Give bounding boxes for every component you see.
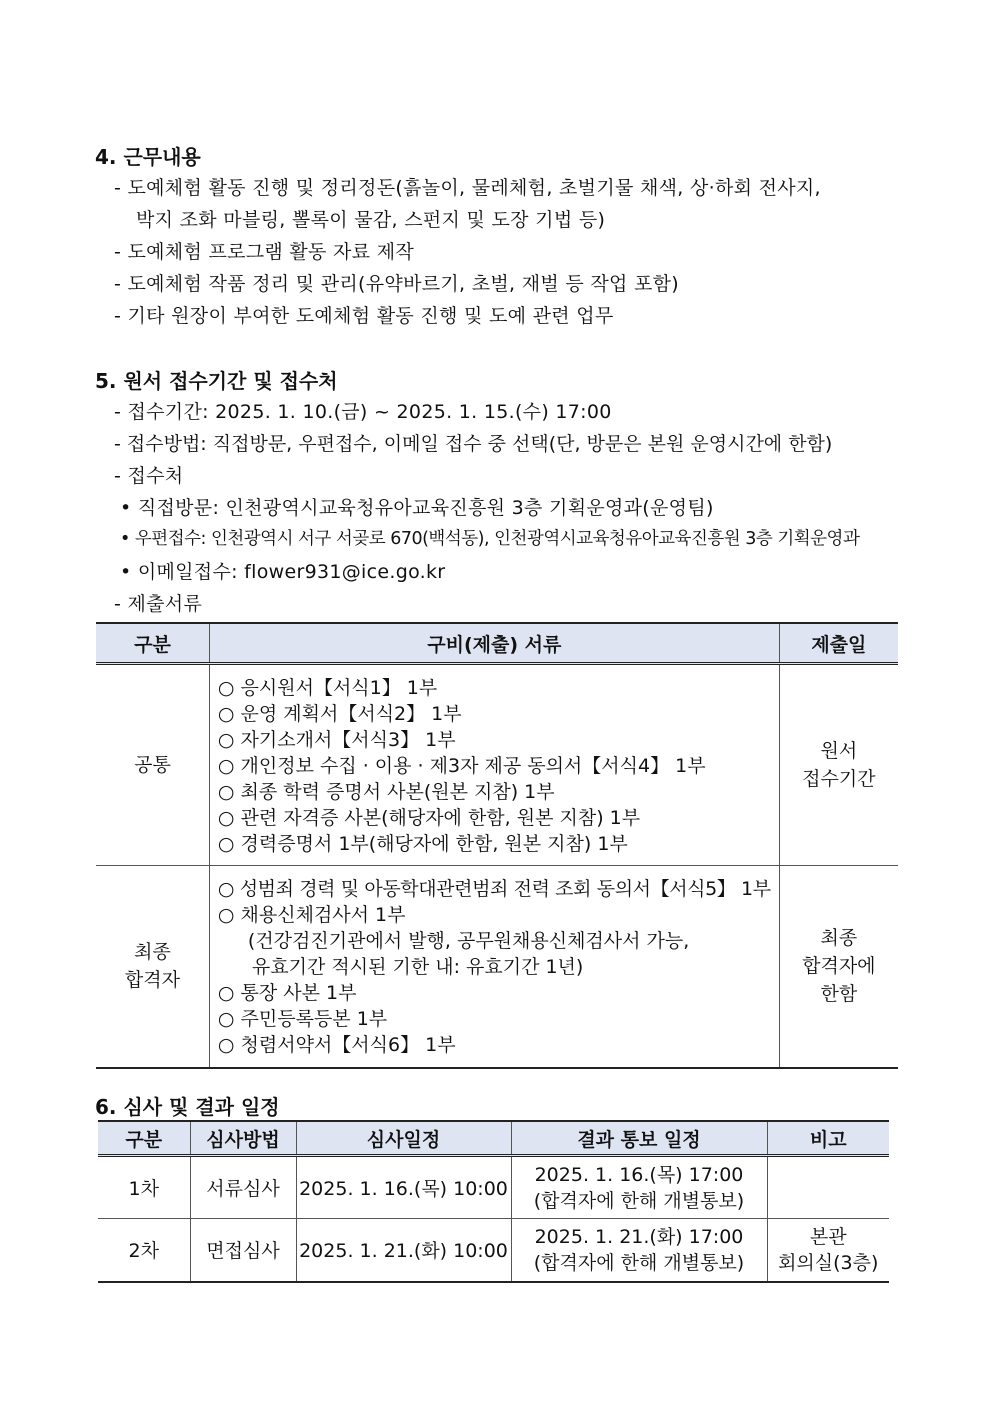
note-cell (767, 1219, 889, 1282)
stage-cell: 1차 (98, 1156, 190, 1219)
section-4-item: - 도예체험 활동 진행 및 정리정돈(흙놀이, 물레체험, 초벌기물 채색, 상·하회 전사지, (114, 177, 821, 199)
document-item: ○ 성범죄 경력 및 아동학대관련범죄 전력 조회 동의서【서식5】 1부 (217, 878, 771, 900)
document-item: ○ 관련 자격증 사본(해당자에 한함, 원본 지참) 1부 (217, 807, 641, 829)
document-item: ○ 운영 계획서【서식2】 1부 (217, 703, 462, 725)
document-item-note: (건강검진기관에서 발행, 공무원채용신체검사서 가능, (247, 930, 690, 952)
result-line: 2025. 1. 16.(목) 17:00 (534, 1163, 744, 1186)
result-cell (511, 1219, 767, 1282)
header-date: 심사일정 (296, 1121, 511, 1156)
header-result: 결과 통보 일정 (511, 1121, 767, 1156)
documents-table (96, 622, 898, 1069)
header-method: 심사방법 (190, 1121, 296, 1156)
section-4-title: 4. 근무내용 (95, 145, 201, 169)
category-line: 최종 (134, 941, 171, 964)
date-line: 원서 (820, 740, 858, 762)
document-item-note: 유효기간 적시된 기한 내: 유효기간 1년) (251, 956, 584, 978)
header-stage: 구분 (98, 1121, 190, 1156)
document-item: ○ 개인정보 수집 · 이용 · 제3자 제공 동의서【서식4】 1부 (217, 755, 706, 777)
place-mail: • 우편접수: 인천광역시 서구 서곶로 670(백석동), 인천광역시교육청유아교육진흥원 3층 기획운영과 (120, 529, 860, 549)
date-line: 합격자에 (802, 955, 876, 978)
category-line: 합격자 (124, 969, 180, 992)
document-item: ○ 자기소개서【서식3】 1부 (217, 729, 456, 751)
schedule-table-header (98, 1121, 889, 1156)
section-4-item: 박지 조화 마블링, 뽈록이 물감, 스펀지 및 도장 기법 등) (136, 209, 606, 231)
documents-table-header (96, 623, 898, 664)
stage-cell: 2차 (98, 1219, 190, 1282)
schedule-table (98, 1120, 889, 1283)
document-item: ○ 최종 학력 증명서 사본(원본 지참) 1부 (217, 781, 555, 803)
section-4-item: - 기타 원장이 부여한 도예체험 활동 진행 및 도예 관련 업무 (114, 305, 614, 327)
date-line: 접수기간 (802, 768, 876, 790)
header-submission-date: 제출일 (779, 623, 898, 664)
table-row (96, 866, 898, 1068)
date-line: 최종 (820, 927, 858, 950)
application-place-label: - 접수처 (114, 465, 184, 487)
note-cell (767, 1156, 889, 1219)
table-row (98, 1156, 889, 1219)
document-item: ○ 경력증명서 1부(해당자에 한함, 원본 지참) 1부 (217, 833, 628, 855)
row-category (96, 866, 209, 1068)
date-cell: 2025. 1. 16.(목) 10:00 (296, 1156, 511, 1219)
result-line: (합격자에 한해 개별통보) (533, 1189, 745, 1212)
document-item: ○ 청렴서약서【서식6】 1부 (217, 1034, 456, 1056)
row-category: 공통 (96, 664, 209, 866)
row-submission-date (779, 866, 898, 1068)
place-email: • 이메일접수: flower931@ice.go.kr (120, 561, 446, 583)
header-documents: 구비(제출) 서류 (209, 623, 779, 664)
note-line: 회의실(3층) (778, 1251, 879, 1274)
result-line: 2025. 1. 21.(화) 17:00 (534, 1225, 744, 1248)
row-documents (209, 664, 779, 866)
document-item: ○ 주민등록등본 1부 (217, 1008, 388, 1030)
document-item: ○ 통장 사본 1부 (217, 982, 357, 1004)
header-category: 구분 (96, 623, 209, 664)
date-line: 한함 (820, 983, 858, 1006)
result-cell (511, 1156, 767, 1219)
row-documents (209, 866, 779, 1068)
place-visit: • 직접방문: 인천광역시교육청유아교육진흥원 3층 기획운영과(운영팀) (120, 497, 714, 519)
date-cell: 2025. 1. 21.(화) 10:00 (296, 1219, 511, 1282)
application-period: - 접수기간: 2025. 1. 10.(금) ~ 2025. 1. 15.(수) 17:00 (114, 401, 612, 423)
method-cell: 서류심사 (190, 1156, 296, 1219)
section-5-title: 5. 원서 접수기간 및 접수처 (95, 369, 338, 393)
section-6-title: 6. 심사 및 결과 일정 (95, 1095, 280, 1119)
table-row (96, 664, 898, 866)
section-4-item: - 도예체험 작품 정리 및 관리(유약바르기, 초벌, 재벌 등 작업 포함) (114, 273, 680, 295)
document-item: ○ 채용신체검사서 1부 (217, 904, 406, 926)
table-row (98, 1219, 889, 1282)
result-line: (합격자에 한해 개별통보) (533, 1251, 745, 1274)
document-item: ○ 응시원서【서식1】 1부 (217, 677, 438, 699)
documents-label: - 제출서류 (114, 593, 203, 615)
method-cell: 면접심사 (190, 1219, 296, 1282)
header-note: 비고 (767, 1121, 889, 1156)
note-line: 본관 (809, 1225, 847, 1248)
application-method: - 접수방법: 직접방문, 우편접수, 이메일 접수 중 선택(단, 방문은 본원 운영시간에 한함) (114, 433, 833, 455)
row-submission-date (779, 664, 898, 866)
section-4-item: - 도예체험 프로그램 활동 자료 제작 (114, 241, 415, 263)
